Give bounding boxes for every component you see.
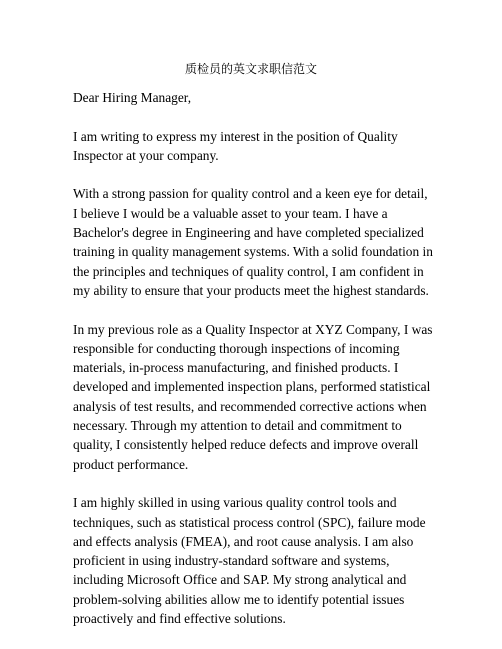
paragraph-qualifications: With a strong passion for quality control and a keen eye for detail, I believe I would be a valuable asset to your team. I have a Bachelor's degree in Engineering and have completed specialized training in quality management systems. With a solid foundation in the principles and techniques of quality control, I am confident in my ability to ensure that your products meet the highest standards. [73, 186, 433, 298]
paragraph-intro: I am writing to express my interest in the position of Quality Inspector at your company. [73, 128, 398, 163]
document-title: 质检员的英文求职信范文 [184, 62, 317, 76]
paragraph-experience: In my previous role as a Quality Inspector at XYZ Company, I was responsible for conducting thorough inspections of incoming materials, in-process manufacturing, and finished products. I developed and implemented inspection plans, performed statistical analysis of test results, and recommended corrective actions when necessary. Through my attention to detail and commitment to quality, I consistently helped reduce defects and improve overall product performance. [73, 321, 433, 472]
letter-body [73, 88, 433, 648]
paragraph-skills: I am highly skilled in using various quality control tools and techniques, such as statistical process control (SPC), failure mode and effects analysis (FMEA), and root cause analysis. I am also proficient in using industry-standard software and systems, including Microsoft Office and SAP. My strong analytical and problem-solving abilities allow me to identify potential issues proactively and find effective solutions. [73, 495, 426, 627]
salutation: Dear Hiring Manager, [73, 90, 192, 105]
